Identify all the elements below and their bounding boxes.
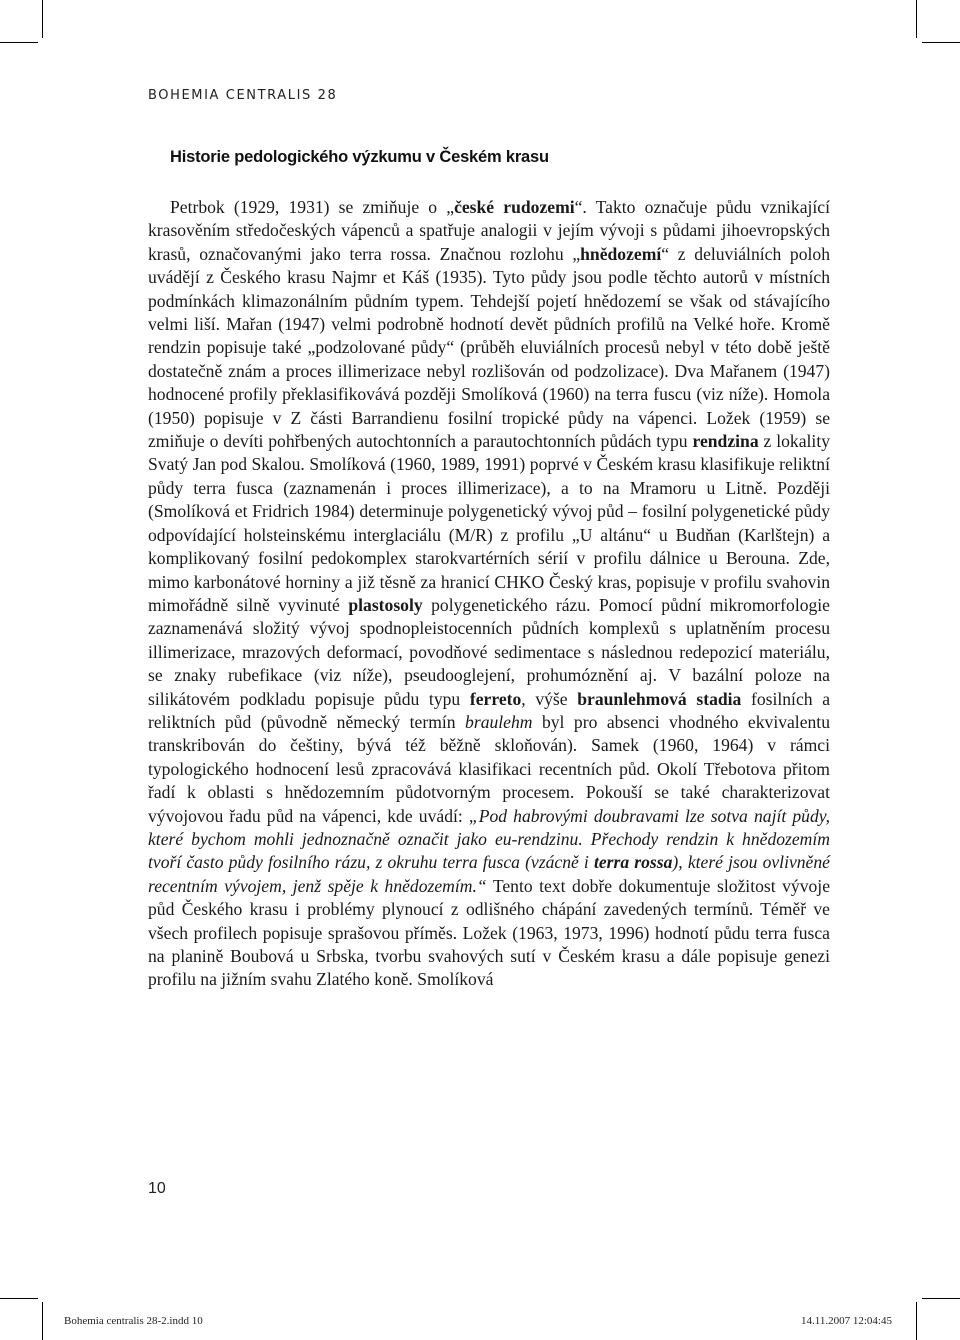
crop-mark <box>0 1298 38 1299</box>
crop-mark <box>916 0 917 38</box>
paragraph-run: byl pro absenci vhodného ekvivalentu transkribován do češtiny, bývá též běžně skloňován). Samek (1960, 1964) v rámci typologického hodnocení lesů zpracovává klasifikaci recentních půd. Okolí Třebotova přitom řadí k oblasti s hnědozemním půdotvorným procesem. Pokouší se také charakterizovat vývojovou řadu půd na vápenci, kde uvádí: <box>148 711 830 826</box>
paragraph-run: rendzina <box>692 431 759 452</box>
paragraph-run: polygenetického rázu. Pomocí půdní mikromorfologie zaznamenává složitý vývoj spodnopleistocenních půdních komplexů s uplatněním procesu illimerizace, mrazových deformací, povodňové sedimentace s následnou redepozicí materiálu, se znaky rubefikace (viz níže), pseudooglejení, prohumóznění aj. V bazální poloze na silikátovém podkladu popisuje půdu typu <box>148 594 830 709</box>
paragraph-run: “ z deluviálních poloh uvádějí z Českého krasu Najmr et Káš (1935). Tyto půdy jsou podle těchto autorů v místních podmínkách klimazonálním půdním typem. Tehdejší pojetí hnědozemí se však od stávajícího velmi liší. Mařan (1947) velmi podrobně hodnotí devět půdních profilů na Velké hoře. Kromě rendzin popisuje také „podzolované půdy“ (průběh eluviálních procesů nebyl v této době ještě dostatečně znám a proces illimerizace nebyl rozlišován od podzolizace). Dva Mařanem (1947) hodnocené profily překlasifikovává později Smolíková (1960) na terra fuscu (viz níže). Homola (1950) popisuje v Z části Barrandienu fosilní tropické půdy na vápenci. Ložek (1959) se zmiňuje o devíti pohřbených autochtonních a parautochtonních půdách typu <box>148 243 831 452</box>
body-text <box>148 196 830 992</box>
paragraph-run: ferreto <box>469 688 522 709</box>
paragraph <box>148 196 830 992</box>
print-slug-filename: Bohemia centralis 28-2.indd 10 <box>64 1315 203 1327</box>
running-head: BOHEMIA CENTRALIS 28 <box>148 88 338 103</box>
paragraph-run: fosilních a reliktních půd (původně německý termín <box>148 688 831 732</box>
print-slug-timestamp: 14.11.2007 12:04:45 <box>801 1315 892 1327</box>
paragraph-run: z lokality Svatý Jan pod Skalou. Smolíková (1960, 1989, 1991) poprvé v Českém krasu klasifikuje reliktní půdy terra fusca (zaznamenán i proces illimerizace), a to na Mramoru u Litně. Později (Smolíková et Fridrich 1984) determinuje polygenetický vývoj půd – fosilní polygenetické půdy odpovídající holsteinskému interglaciálu (M/R) z profilu „U altánu“ u Budňan (Karlštejn) a komplikovaný fosilní pedokomplex starokvartérních sérií v profilu dálnice u Berouna. Zde, mimo karbonátové horniny a již těsně za hranicí CHKO Český kras, popisuje v profilu svahovin mimořádně silně vyvinuté <box>148 431 831 615</box>
paragraph-run: braunlehmová stadia <box>577 688 742 709</box>
paragraph-run: , výše <box>521 688 578 709</box>
crop-mark <box>42 1302 43 1340</box>
paragraph-run: ), které jsou ovlivněné recentním vývojem, jenž spěje k hnědozemím.“ <box>148 852 830 896</box>
crop-mark <box>922 42 960 43</box>
paragraph-run: Petrbok (1929, 1931) se zmiňuje o „ <box>170 197 455 217</box>
paragraph-run: „Pod habrovými doubravami lze sotva najít půdy, které bychom mohli jednoznačně označit jako eu-rendzinu. Přechody rendzin k hnědozemím tvoří často půdy fosilního rázu, z okruhu terra fusca (vzácně i <box>148 805 830 873</box>
paragraph-run: Tento text dobře dokumentuje složitost vývoje půd Českého krasu i problémy plynoucí z odlišného chápání zavedených termínů. Téměř ve všech profilech popisuje sprašovou příměs. Ložek (1963, 1973, 1996) hodnotí půdu terra fusca na planině Boubová u Srbska, tvorbu svahových sutí v Českém krasu a dále popisuje genezi profilu na jižním svahu Zlatého koně. Smolíková <box>148 875 831 990</box>
paragraph-run: “. Takto označuje půdu vznikající krasověním středočeských vápenců a spatřuje analogii v jejím vývoji s půdami jihoevropských krasů, označovanými jako terra rossa. Značnou rozlohu „ <box>148 197 830 264</box>
crop-mark <box>916 1302 917 1340</box>
paragraph-run: hnědozemí <box>580 243 662 264</box>
paragraph-run: české rudozemi <box>454 197 575 217</box>
page-number: 10 <box>148 1180 166 1197</box>
paragraph-run: braulehm <box>465 711 533 732</box>
section-title: Historie pedologického výzkumu v Českém krasu <box>170 148 549 166</box>
crop-mark <box>42 0 43 38</box>
paragraph-run: terra rossa <box>593 852 673 873</box>
crop-mark <box>922 1298 960 1299</box>
crop-mark <box>0 42 38 43</box>
paragraph-run: plastosoly <box>348 594 423 615</box>
